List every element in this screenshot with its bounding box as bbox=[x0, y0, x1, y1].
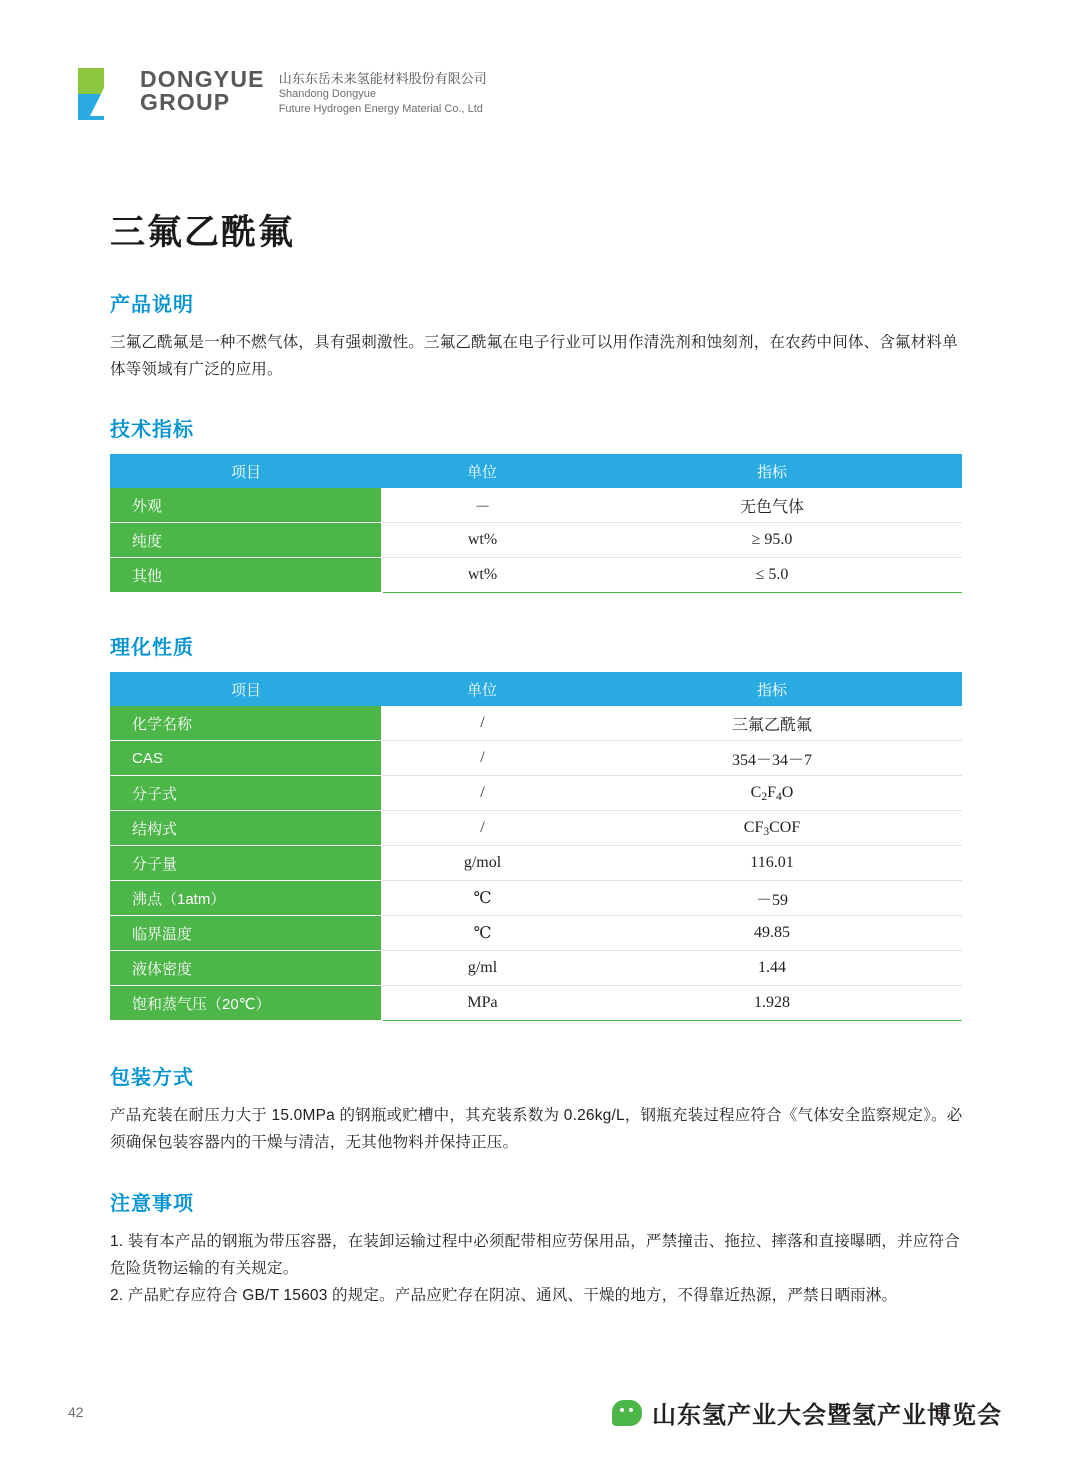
cell-item: 液体密度 bbox=[110, 951, 382, 986]
cell-unit: ℃ bbox=[382, 881, 582, 916]
cell-unit: MPa bbox=[382, 986, 582, 1021]
page-content bbox=[110, 288, 968, 1339]
notes-line-2: 2. 产品贮存应符合 GB/T 15603 的规定。产品应贮存在阴凉、通风、干燥的地方，不得靠近热源，严禁日晒雨淋。 bbox=[110, 1286, 898, 1304]
dongyue-logo-icon bbox=[78, 68, 130, 120]
cell-item: 结构式 bbox=[110, 811, 382, 846]
cell-value: 1.928 bbox=[582, 986, 962, 1021]
table-row bbox=[110, 523, 962, 558]
packaging-body: 产品充装在耐压力大于 15.0MPa 的钢瓶或贮槽中，其充装系数为 0.26kg/L，钢瓶充装过程应符合《气体安全监察规定》。必须确保包装容器内的干燥与清洁，无其他物料并保持正压。 bbox=[110, 1107, 963, 1152]
brand-line-1: DONGYUE bbox=[140, 66, 265, 92]
section-packaging bbox=[110, 1061, 968, 1156]
page-number: 42 bbox=[68, 1404, 84, 1420]
physchem-table bbox=[110, 672, 962, 1021]
footer-brand bbox=[612, 1395, 1002, 1430]
cell-item: 外观 bbox=[110, 488, 382, 523]
cell-unit: / bbox=[382, 706, 582, 741]
cell-item: 沸点（1atm） bbox=[110, 881, 382, 916]
cell-value-structure: $CF_3COF$ bbox=[582, 811, 962, 846]
table-row bbox=[110, 951, 962, 986]
section-heading-physchem: 理化性质 bbox=[110, 637, 194, 660]
cell-unit: wt% bbox=[382, 523, 582, 558]
cell-value: 1.44 bbox=[582, 951, 962, 986]
table-row bbox=[110, 558, 962, 593]
technical-table bbox=[110, 454, 962, 593]
page-title: 三氟乙酰氟 bbox=[110, 213, 296, 252]
cell-unit: ℃ bbox=[382, 916, 582, 951]
section-heading-technical: 技术指标 bbox=[110, 419, 194, 442]
table-row bbox=[110, 811, 962, 846]
cell-item: 临界温度 bbox=[110, 916, 382, 951]
table-header-row bbox=[110, 672, 962, 706]
section-technical bbox=[110, 413, 968, 593]
cell-item: 其他 bbox=[110, 558, 382, 593]
cell-unit: / bbox=[382, 776, 582, 811]
column-header-item: 项目 bbox=[110, 454, 382, 488]
cell-unit: g/mol bbox=[382, 846, 582, 881]
notes-line-1: 1. 装有本产品的钢瓶为带压容器，在装卸运输过程中必须配带相应劳保用品，严禁撞击、拖拉、摔落和直接曝晒，并应符合危险货物运输的有关规定。 bbox=[110, 1232, 960, 1277]
company-name-en-line-1: Shandong Dongyue bbox=[278, 88, 376, 101]
cell-item: CAS bbox=[110, 741, 382, 776]
cell-value: －59 bbox=[582, 881, 962, 916]
cell-item: 饱和蒸气压（20℃） bbox=[110, 986, 382, 1021]
section-heading-packaging: 包装方式 bbox=[110, 1067, 194, 1090]
table-row bbox=[110, 741, 962, 776]
brand-line-2: GROUP bbox=[140, 89, 231, 116]
cell-item: 分子式 bbox=[110, 776, 382, 811]
cell-unit: g/ml bbox=[382, 951, 582, 986]
brand-name bbox=[140, 68, 265, 115]
cell-value: ≥ 95.0 bbox=[582, 523, 962, 558]
column-header-value: 指标 bbox=[582, 454, 962, 488]
cell-unit: / bbox=[382, 811, 582, 846]
wechat-icon bbox=[612, 1400, 642, 1426]
column-header-item: 项目 bbox=[110, 672, 382, 706]
company-name-en-line-2: Future Hydrogen Energy Material Co., Ltd bbox=[278, 102, 483, 115]
table-row bbox=[110, 776, 962, 811]
table-header-row bbox=[110, 454, 962, 488]
company-name-cn: 山东东岳未来氢能材料股份有限公司 bbox=[278, 71, 487, 86]
cell-value: 无色气体 bbox=[582, 488, 962, 523]
cell-value: 49.85 bbox=[582, 916, 962, 951]
table-row bbox=[110, 488, 962, 523]
cell-unit: － bbox=[382, 488, 582, 523]
section-physchem bbox=[110, 631, 968, 1021]
cell-unit: / bbox=[382, 741, 582, 776]
table-row bbox=[110, 916, 962, 951]
cell-unit: wt% bbox=[382, 558, 582, 593]
company-name-block bbox=[279, 68, 487, 116]
table-row bbox=[110, 986, 962, 1021]
page-header bbox=[78, 68, 487, 120]
cell-value: ≤ 5.0 bbox=[582, 558, 962, 593]
cell-item: 纯度 bbox=[110, 523, 382, 558]
column-header-unit: 单位 bbox=[382, 454, 582, 488]
section-heading-notes: 注意事项 bbox=[110, 1192, 194, 1215]
cell-value: 三氟乙酰氟 bbox=[582, 706, 962, 741]
logo-text-group bbox=[140, 68, 487, 116]
table-row bbox=[110, 881, 962, 916]
footer-brand-text: 山东氢产业大会暨氢产业博览会 bbox=[652, 1402, 1002, 1429]
cell-value-formula: $C_2F_4O$ bbox=[582, 776, 962, 811]
column-header-unit: 单位 bbox=[382, 672, 582, 706]
column-header-value: 指标 bbox=[582, 672, 962, 706]
cell-item: 分子量 bbox=[110, 846, 382, 881]
cell-value: 354－34－7 bbox=[582, 741, 962, 776]
table-row bbox=[110, 846, 962, 881]
section-notes bbox=[110, 1187, 968, 1309]
table-row bbox=[110, 706, 962, 741]
section-heading-description: 产品说明 bbox=[110, 294, 194, 316]
description-body: 三氟乙酰氟是一种不燃气体，具有强刺激性。三氟乙酰氟在电子行业可以用作清洗剂和蚀刻剂，在农药中间体、含氟材料单体等领域有广泛的应用。 bbox=[110, 334, 958, 379]
cell-value: 116.01 bbox=[582, 846, 962, 881]
section-description bbox=[110, 288, 968, 383]
cell-item: 化学名称 bbox=[110, 706, 382, 741]
